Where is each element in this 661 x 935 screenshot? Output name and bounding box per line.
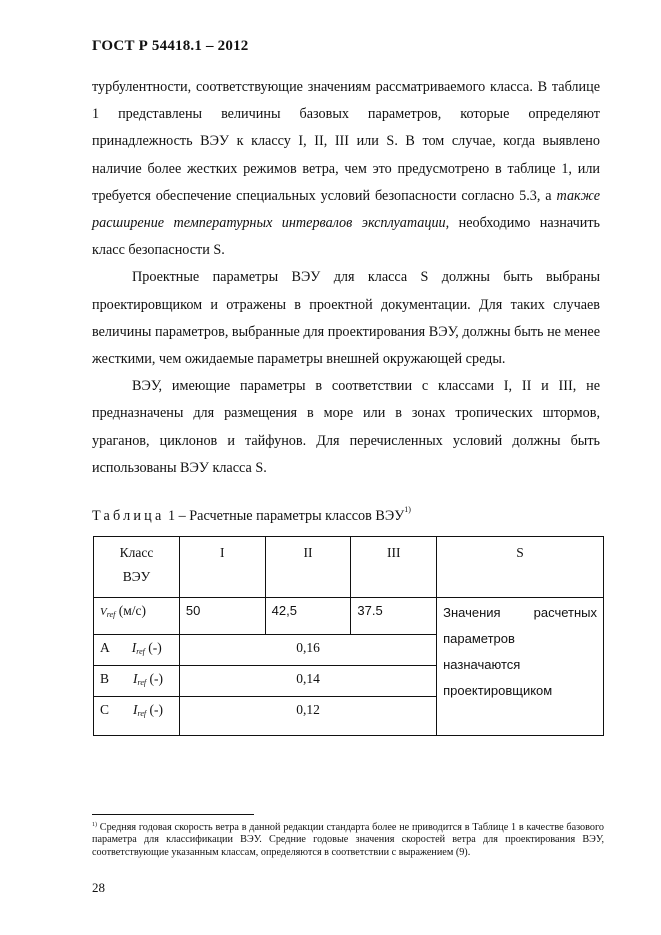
header-class-II: II: [265, 537, 351, 598]
vref-value-III: 37.5: [351, 598, 437, 635]
header-class-line2: ВЭУ: [122, 569, 151, 584]
footnote-divider: [92, 814, 254, 815]
paragraph-2: Проектные параметры ВЭУ для класса S должны быть выбраны проектировщиком и отражены в проектной документации. Для таких случаев величины параметров, выбранные для проектирования ВЭУ, должны быть не менее жесткими, чем ожидаемые параметры внешней окружающей среды.: [92, 269, 600, 368]
row-b-label: B $I_{ref}$ (-): [94, 666, 180, 697]
footnote: [92, 822, 604, 859]
paragraph-1-part-a: турбулентности, соответствующие значениям рассматриваемого класса. В таблице 1 представлены величины базовых параметров, которые определяют принадлежность ВЭУ к классу I, II, III или S. В том случае, когда выявлено наличие более жестких режимов ветра, чем это предусмотрено в таблице 1, или требуется обеспечение специальных условий безопасности согласно 5.3, а: [92, 79, 600, 204]
vref-label: $V_{ref}$ (м/с): [94, 598, 180, 635]
row-c-label: C $I_{ref}$ (-): [94, 697, 180, 736]
table-row-vref: [94, 598, 604, 635]
paragraph-1-italic: также расширение температурных интервалов эксплуатации,: [92, 187, 600, 232]
class-parameters-table: [93, 536, 604, 736]
s-note-line2: параметров: [443, 631, 515, 646]
s-note-line3: назначаются: [443, 657, 521, 672]
footnote-marker: 1): [92, 822, 97, 828]
vref-value-II: 42,5: [265, 598, 351, 635]
row-a-value: 0,16: [179, 635, 436, 666]
row-c-value: 0,12: [179, 697, 436, 736]
header-class-line1: Класс: [119, 545, 154, 560]
vref-value-I: 50: [179, 598, 265, 635]
table-caption-text: 1 – Расчетные параметры классов ВЭУ: [164, 508, 405, 524]
table-caption-word: Таблица: [92, 508, 165, 524]
s-class-note: [437, 598, 604, 736]
paragraph-1-part-b: необходимо назначить класс безопасности S.: [92, 215, 601, 259]
s-note-line4: проектировщиком: [443, 683, 553, 698]
footnote-text: Средняя годовая скорость ветра в данной редакции стандарта более не приводится в Таблице 1 в качестве базового параметра для классификации ВЭУ. Средние годовые значения скоростей ветра для проектирования ВЭУ, соответствующие указанным классам, определяются в соответствии с выражением (9).: [92, 822, 604, 858]
header-class-S: S: [437, 537, 604, 598]
row-a-label: A $I_{ref}$ (-): [94, 635, 180, 666]
s-note-line1: Значения расчетных: [443, 605, 597, 620]
paragraph-1: [92, 74, 600, 264]
header-class-III: III: [351, 537, 437, 598]
document-header: ГОСТ Р 54418.1 – 2012: [92, 38, 249, 54]
table-caption-footnote-ref: 1): [404, 505, 411, 514]
header-class-I: I: [179, 537, 265, 598]
body-text: [92, 74, 600, 482]
row-b-value: 0,14: [179, 666, 436, 697]
paragraph-3: ВЭУ, имеющие параметры в соответствии с классами I, II и III, не предназначены для размещения в море или в зонах тропических штормов, ураганов, циклонов и тайфунов. Для перечисленных условий должны быть использованы ВЭУ класса S.: [92, 378, 600, 476]
table-caption: [92, 505, 411, 525]
table-header-row: [94, 537, 604, 598]
header-class-cell: [94, 537, 180, 598]
page-number: 28: [92, 880, 105, 895]
